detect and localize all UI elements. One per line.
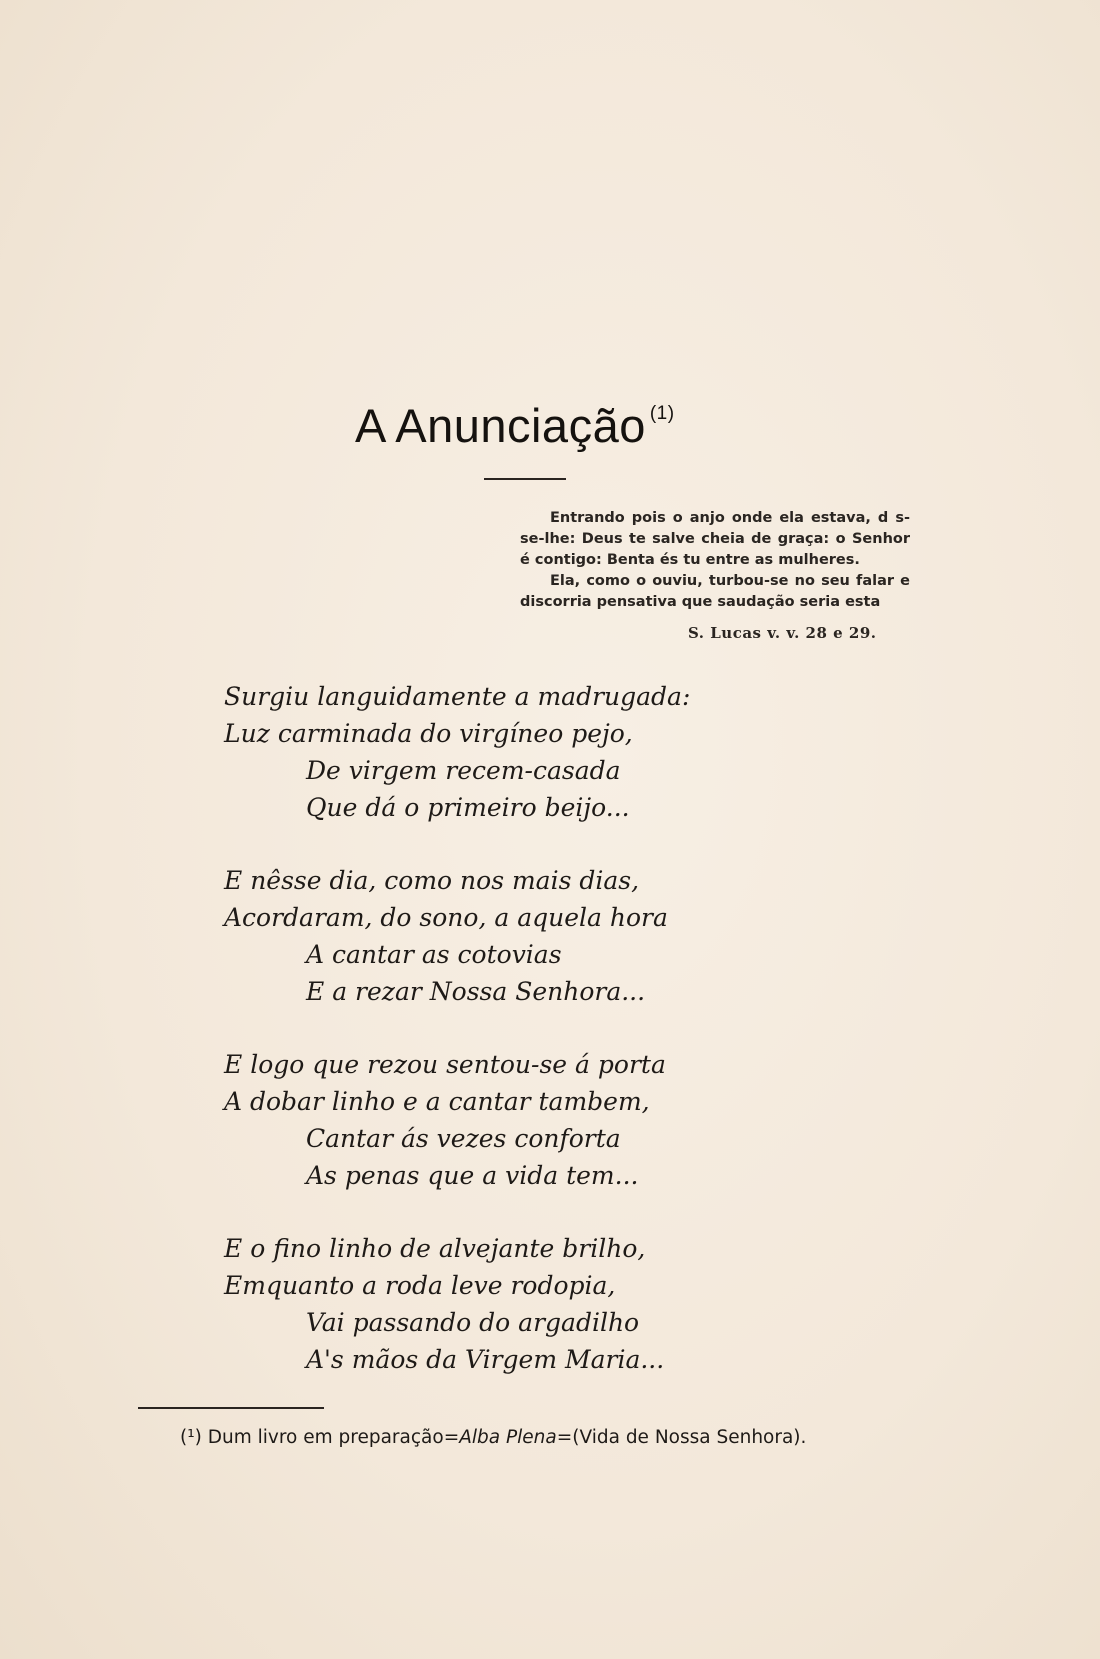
stanza-1 [224,678,690,826]
verse-line: De virgem recem-casada [306,756,621,785]
footnote-marker: (¹) [180,1427,202,1448]
stanza-4 [224,1230,690,1378]
epigraph-source: S. Lucas v. v. 28 e 29. [688,624,877,642]
stanza-2 [224,862,690,1010]
verse-line: E a rezar Nossa Senhora... [306,977,646,1006]
footnote-separator: = [556,1427,573,1448]
verse-line: A cantar as cotovias [306,940,562,969]
verse-line: Cantar ás vezes conforta [306,1124,621,1153]
title-footnote-marker: (1) [649,403,675,425]
footnote-divider [138,1407,324,1409]
footnote [180,1427,806,1448]
verse-line: E logo que rezou sentou-se á porta [224,1050,666,1079]
verse-line: A's mãos da Virgem Maria... [306,1345,665,1374]
title-divider [484,478,566,480]
verse-line: Luz carminada do virgíneo pejo, [224,719,633,748]
show-through-text [480,135,486,162]
poem-title-text: A Anunciação [355,399,646,452]
poem-title [355,398,675,453]
footnote-book-title: Alba Plena [459,1427,557,1448]
footnote-text-after: (Vida de Nossa Senhora). [572,1427,807,1448]
verse-line: E nêsse dia, como nos mais dias, [224,866,640,895]
footnote-separator: = [443,1427,460,1448]
verse-line: Que dá o primeiro beijo... [306,793,630,822]
verse-line: Acordaram, do sono, a aquela hora [224,903,668,932]
verse-line: Surgiu languidamente a madrugada: [224,682,691,711]
stanza-3 [224,1046,690,1194]
epigraph-paragraph-1: Entrando pois o anjo onde ela estava, d s-se-lhe: Deus te salve cheia de graça: o Senhor é contigo: Benta és tu entre as mulheres. [520,510,910,568]
verse-line: E o fino linho de alvejante brilho, [224,1234,646,1263]
poem-body [224,678,690,1414]
epigraph [520,508,910,613]
verse-line: Emquanto a roda leve rodopia, [224,1271,616,1300]
verse-line: Vai passando do argadilho [306,1308,640,1337]
verse-line: A dobar linho e a cantar tambem, [224,1087,650,1116]
epigraph-paragraph-2: Ela, como o ouviu, turbou-se no seu falar e discorria pensativa que saudação seria esta [520,573,910,610]
footnote-text: Dum livro em preparação [207,1427,444,1448]
verse-line: As penas que a vida tem... [306,1161,639,1190]
